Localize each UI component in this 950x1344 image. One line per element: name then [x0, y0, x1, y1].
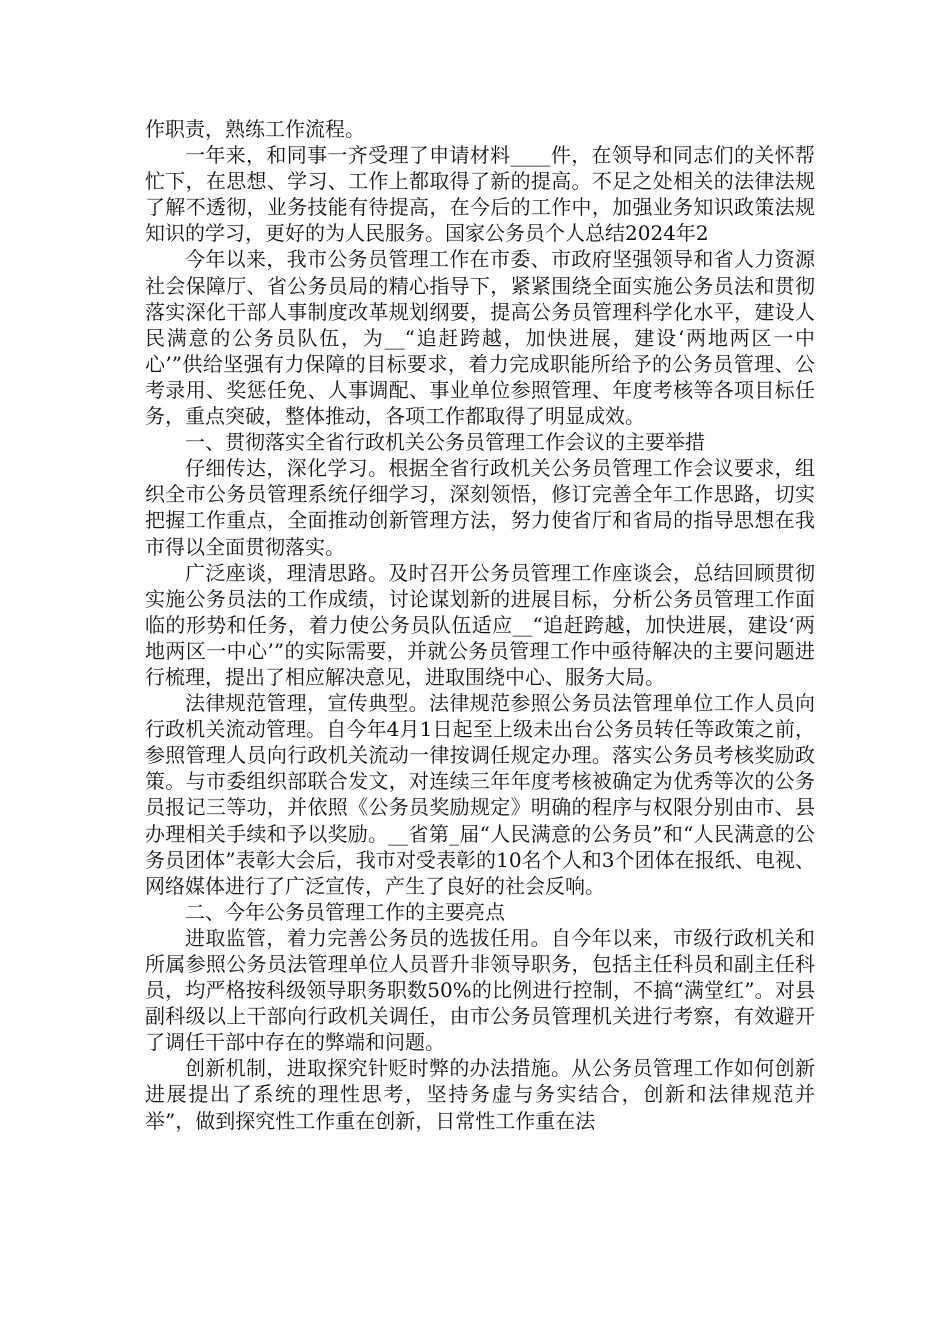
section-heading-2: 二、今年公务员管理工作的主要亮点 — [185, 899, 505, 924]
paragraph-3: 今年以来，我市公务员管理工作在市委、市政府坚强领导和省人力资源社会保障厅、省公务员局的精心指导下，紧紧围绕全面实施公务员法和贯彻落实深化干部人事制度改革规划纲要，提高公务员管理科学化水平，建设人民满意的公务员队伍，为__“追赶跨越，加快进展，建设‘两地两区一中心’”供给坚强有力保障的目标要求，着力完成职能所给予的公务员管理、公考录用、奖惩任免、人事调配、事业单位参照管理、年度考核等各项目标任务，重点突破，整体推动，各项工作都取得了明显成效。 — [145, 247, 815, 429]
section-heading-1: 一、贯彻落实全省行政机关公务员管理工作会议的主要举措 — [185, 430, 705, 455]
paragraph-1: 作职责，熟练工作流程。 — [145, 117, 365, 141]
paragraph-4: 仔细传达，深化学习。根据全省行政机关公务员管理工作会议要求，组织全市公务员管理系统仔细学习，深刻领悟，修订完善全年工作思路，切实把握工作重点，全面推动创新管理方法，努力使省厅和省局的指导思想在我市得以全面贯彻落实。 — [145, 456, 815, 559]
paragraph-5: 广泛座谈，理清思路。及时召开公务员管理工作座谈会，总结回顾贯彻实施公务员法的工作成绩，讨论谋划新的进展目标，分析公务员管理工作面临的形势和任务，着力使公务员队伍适应__“追赶跨越，加快进展，建设‘两地两区一中心’”的实际需要，并就公务员管理工作中亟待解决的主要问题进行梳理，提出了相应解决意见，进取围绕中心、服务大局。 — [145, 560, 815, 689]
paragraph-8: 创新机制，进取探究针贬时弊的办法措施。从公务员管理工作如何创新进展提出了系统的理性思考，坚持务虚与务实结合，创新和法律规范并举”，做到探究性工作重在创新，日常性工作重在法 — [145, 1056, 815, 1133]
paragraph-6: 法律规范管理，宣传典型。法律规范参照公务员法管理单位工作人员向行政机关流动管理。自今年4月1日起至上级未出台公务员转任等政策之前，参照管理人员向行政机关流动一律按调任规定办理。落实公务员考核奖励政策。与市委组织部联合发文，对连续三年年度考核被确定为优秀等次的公务员报记三等功，并依照《公务员奖励规定》明确的程序与权限分别由市、县办理相关手续和予以奖励。__省第_届“人民满意的公务员”和“人民满意的公务员团体”表彰大会后，我市对受表彰的10名个人和3个团体在报纸、电视、网络媒体进行了广泛宣传，产生了良好的社会反响。 — [145, 691, 815, 898]
paragraph-2: 一年来，和同事一齐受理了申请材料____件，在领导和同志们的关怀帮忙下，在思想、学习、工作上都取得了新的提高。不足之处相关的法律法规了解不透彻，业务技能有待提高，在今后的工作中，加强业务知识政策法规知识的学习，更好的为人民服务。国家公务员个人总结2024年2 — [145, 143, 815, 246]
document-body — [145, 116, 815, 1134]
paragraph-7: 进取监管，着力完善公务员的选拔任用。自今年以来，市级行政机关和所属参照公务员法管理单位人员晋升非领导职务，包括主任科员和副主任科员，均严格按科级领导职务职数50%的比例进行控制，不搞“满堂红”。对县副科级以上干部向行政机关调任，由市公务员管理机关进行考察，有效避开了调任干部中存在的弊端和问题。 — [145, 925, 815, 1055]
